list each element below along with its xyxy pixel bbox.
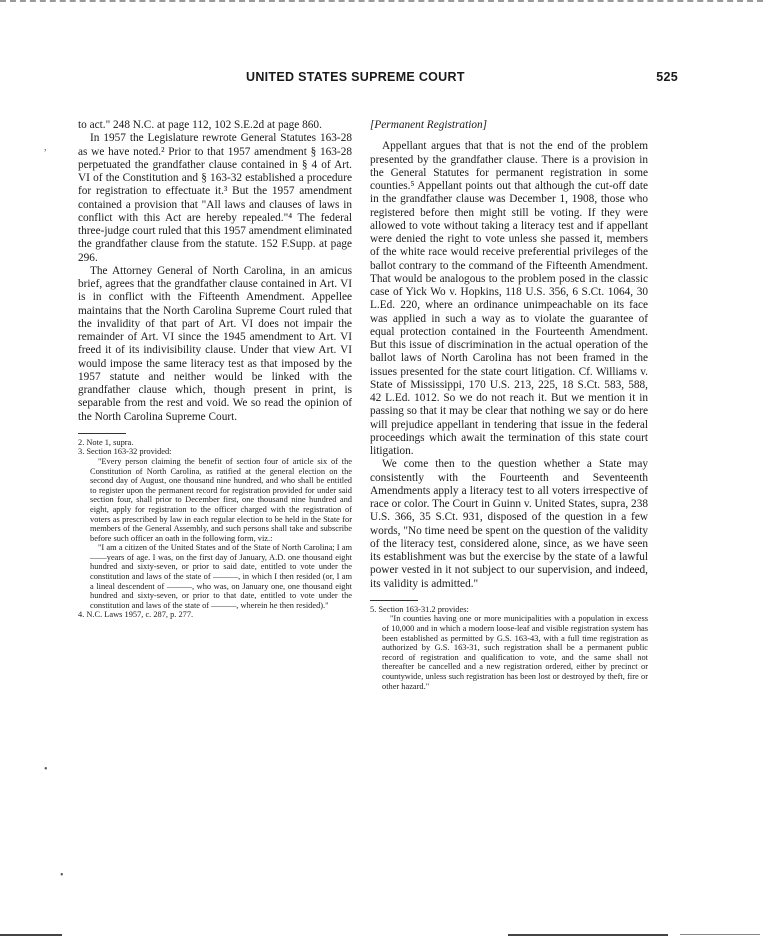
paragraph: We come then to the question whether a State may consistently with the Fourteenth and Seventeenth Amendments apply a literacy test to all voters irrespective of race or color. The Court in Guinn v. United States, supra, 238 U.S. 366, 35 S.Ct. 931, disposed of the question in a few words, "No time need be spent on the question of the validity of the literacy test, considered alone, since, as we have seen its establishment was but the exercise by the state of a lawful power vested in it not subject to our supervision, and indeed, its validity is admitted." bbox=[370, 458, 648, 590]
scan-edge-line bbox=[508, 934, 668, 936]
footnote-3-quote-para: "Every person claiming the benefit of section four of article six of the Constitution of North Carolina, as ratified at the general election on the second day of August, one thousand nine hundred, and who shall be entitled to register upon the permanent record for registration provided for under said section four, shall prior to December first, one thousand nine hundred and eight, apply for registration to the officer charged with the registration of voters as prescribed by law in each regular election to be held in the State for members of the General Assembly, and such persons shall take and subscribe before such officer an oath in the following form, viz.: bbox=[90, 456, 352, 543]
footnote-3-quote bbox=[90, 457, 352, 611]
running-head-title: UNITED STATES SUPREME COURT bbox=[246, 70, 465, 84]
footnote-2: 2. Note 1, supra. bbox=[78, 437, 134, 447]
running-header bbox=[78, 70, 678, 86]
footnote-5-intro: 5. Section 163-31.2 provides: bbox=[370, 604, 469, 614]
right-column bbox=[370, 119, 648, 691]
scan-edge-line bbox=[680, 934, 760, 935]
margin-mark: , bbox=[44, 142, 47, 153]
paragraph: to act." 248 N.C. at page 112, 102 S.E.2d at page 860. bbox=[78, 119, 322, 131]
footnote-4: 4. N.C. Laws 1957, c. 287, p. 277. bbox=[78, 610, 194, 620]
footnote-3-intro: 3. Section 163-32 provided: bbox=[78, 447, 172, 457]
page-number: 525 bbox=[656, 70, 678, 84]
scan-edge-line bbox=[0, 934, 62, 936]
footnote-5-quote bbox=[382, 614, 648, 691]
footnote-5-quote-para: "In counties having one or more municipalities with a population in excess of 10,000 and in which a modern loose-leaf and visible registration system has been established as permitted by G.S. 163-43, with a full time registration as authorized by G.S. 163-31, such registration shall be a permanent public record of registration and qualification to vote, and the same shall not thereafter be cancelled and a new registration ordered, either by precinct or countywide, unless such registration has been lost or destroyed by theft, fire or other hazard." bbox=[382, 614, 648, 691]
footnote-rule bbox=[78, 433, 126, 434]
section-heading: [Permanent Registration] bbox=[370, 119, 488, 131]
margin-mark: • bbox=[44, 764, 48, 775]
left-column bbox=[78, 119, 352, 620]
footnote-3-quote-para: "I am a citizen of the United States and of the State of North Carolina; I am ——years of age. I was, on the first day of January, A.D. one thousand eight hundred and sixty-seven, or prior to said date, entitled to vote under the constitution and laws of the state of ———, in which I then resided (or, I am a lineal descendent of ———, who was, on January one, one thousand eight hundred and sixty-seven, or prior to that date, entitled to vote under the constitution and laws of the state of ———, wherein he then resided)." bbox=[90, 543, 352, 610]
margin-mark: • bbox=[60, 870, 64, 881]
paragraph: In 1957 the Legislature rewrote General Statutes 163-28 as we have noted.² Prior to that 1957 amendment § 163-28 perpetuated the grandfather clause contained in § 4 of Art. VI of the Constitution and § 163-32 established a procedure for registration to effectuate it.³ But the 1957 amendment contained a provision that "All laws and clauses of laws in conflict with this Act are hereby repealed."⁴ The federal three-judge court ruled that this 1957 amendment eliminated the grandfather clause from the statute. 152 F.Supp. at page 296. bbox=[78, 132, 352, 264]
paragraph: The Attorney General of North Carolina, in an amicus brief, agrees that the grandfather clause contained in Art. VI is in conflict with the Fifteenth Amendment. Appellee maintains that the North Carolina Supreme Court ruled that the invalidity of that part of Art. VI does not impair the remainder of Art. VI since the 1945 amendment to Art. VI freed it of its indivisibility clause. Under that view Art. VI would impose the same literacy test as that imposed by the 1957 statute and neither would be linked with the grandfather clause which, though present in print, is separable from the rest and void. We so read the opinion of the North Carolina Supreme Court. bbox=[78, 264, 352, 423]
footnotes-left bbox=[78, 438, 352, 620]
footnote-rule bbox=[370, 600, 418, 601]
paragraph: Appellant argues that that is not the end of the problem presented by the grandfather clause. There is a provision in the General Statutes for permanent registration in some counties.⁵ Appellant points out that although the cut-off date in the grandfather clause was December 1, 1908, those who registered before then might still be voting. If they were allowed to vote without taking a literacy test and if appellant were denied the right to vote unless she passed it, members of the white race would receive preferential privileges of the ballot contrary to the command of the Fifteenth Amendment. That would be analogous to the problem posed in the classic case of Yick Wo v. Hopkins, 118 U.S. 356, 6 S.Ct. 1064, 30 L.Ed. 220, where an ordinance unimpeachable on its face was applied in such a way as to violate the guarantee of equal protection contained in the Fourteenth Amendment. But this issue of discrimination in the actual operation of the ballot laws of North Carolina has not been framed in the issues presented for the state court litigation. Cf. Williams v. State of Mississippi, 170 U.S. 213, 225, 18 S.Ct. 583, 588, 42 L.Ed. 1012. So we do not reach it. But we mention it in passing so that it may be clear that nothing we say or do here will prejudice appellant in tendering that issue in the federal proceedings which await the termination of this state court litigation. bbox=[370, 140, 648, 457]
page-top-border bbox=[0, 0, 763, 6]
footnotes-right bbox=[370, 605, 648, 691]
